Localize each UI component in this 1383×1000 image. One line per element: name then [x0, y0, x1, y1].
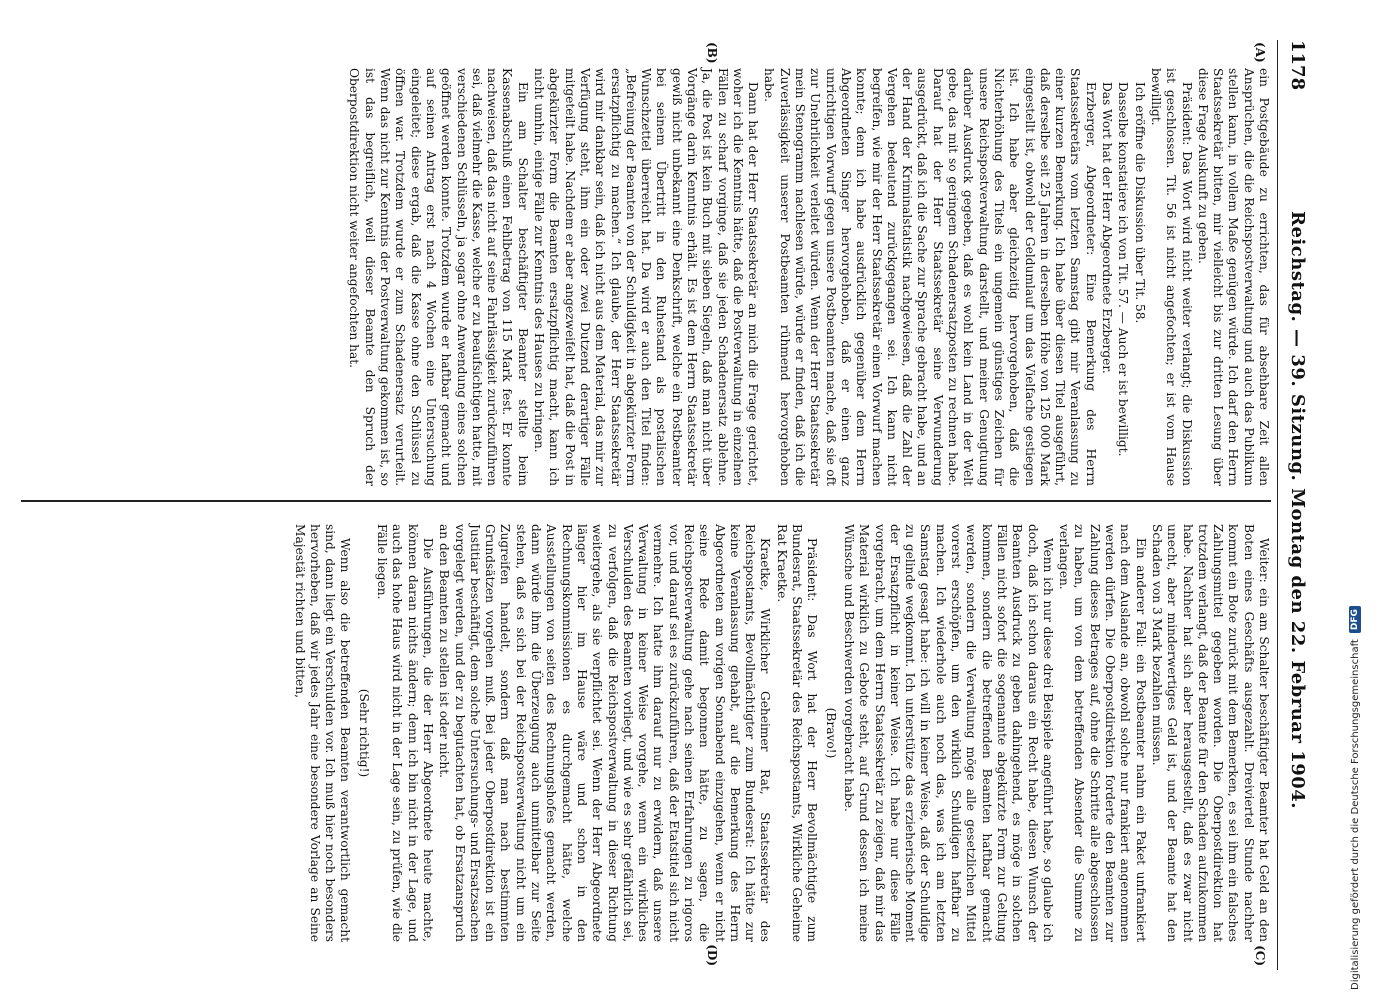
margin-marker-b: (B): [705, 42, 719, 64]
paragraph: Weiter: ein am Schalter beschäftigter Beamter hat Geld an den Boten eines Geschäfts ausgezahlt. Dreiviertel Stunde nachher kommt ein Bote zurück mit dem Bemerken, es sei ihm ein falsches Zahlungsmittel gegeben worden. Die Oberpostdirektion hat trotzdem verlangt, daß der Beamte für den Schaden aufzukommen habe. Nachher hat sich aber herausgestellt, daß es zwar nicht unecht, aber minderwertiges Geld ist, und der Beamte hat den Schaden von 3 Mark bezahlen müssen.: [1149, 524, 1271, 942]
paragraph: Die Ausführungen, die der Herr Abgeordnete heute machte, können daran nichts ändern; denn ich bin nicht in der Lage, und auch das hohe Haus wird nicht in der Lage sein, zu prüfen, wie die Fälle liegen.: [375, 524, 435, 942]
paragraph: Dasselbe konstatiere ich von Tit. 57. — Auch er ist bewilligt.: [1116, 82, 1131, 457]
right-column: [21, 502, 1271, 970]
paragraph: Dann hat der Herr Staatssekretär an mich die Frage gerichtet, woher ich die Kenntnis hätte, daß die Postverwaltung in einzelnen Fällen zu scharf vorginge, daß sie jeden Schadenersatz ablehne. Ja, die Post ist kein Buch mit sieben Siegeln, daß man nicht über Vorgänge darin Kenntnis erhält. Es ist dem Herrn Staatssekretär gewiß nicht unbekannt eine Denkschrift, welche ein Postbeamter bei seinem Übertritt in den Ruhestand als postalischen Wunschzettel überreicht hat. Da wird er auch den Titel finden: „Befreiung der Beamten von der Schuldigkeit in abgekürzter Form ersatzpflichtig zu machen.“ Ich glaube, der Herr Staatssekretär wird mir dankbar sein, daß ich nicht aus dem Material, das mir zur Verfügung steht, ihm ein oder zwei Dutzend derartiger Fälle mitgeteilt habe. Nachdem er aber angezweifelt hat, daß die Post in abgekürzter Form die Beamten ersatzpflichtig macht, kann ich nicht umhin, einige Fälle zur Kenntnis des Hauses zu bringen.: [532, 68, 761, 486]
page-title: Reichstag. — 39. Sitzung. Montag den 22. Februar 1904.: [1287, 211, 1308, 810]
margin-marker-a: (A): [1253, 42, 1267, 63]
paragraph: Wenn ich nur diese drei Beispiele angeführt habe, so glaube ich doch, daß ich schon daraus ein Recht habe, diesen Wunsch der Beamten Ausdruck zu geben dahingehend, es möge in solchen Fällen nicht sofort die sogenannte abgekürzte Form zur Geltung kommen, sondern die betreffenden Beamten haftbar gemacht werden, sondern die Verwaltung möge alle gesetzlichen Mittel vorerst erschöpfen, um den wirklich Schuldigen haftbar zu machen. Ich wiederhole auch noch das, was ich am letzten Samstag gesagt habe: ich will in keiner Weise, daß der Schuldige zu gelinde wegkommt. Ich unterstütze das erzieherische Moment der Ersatzpflicht in keiner Weise. Ich habe nur diese Fälle vorgebracht, um dem Herrn Staatssekretär zu zeigen, daß mir das Material wirklich zu Gebote steht, auf Grund dessen ich meine Wünsche und Beschwerden vorgebracht habe.: [841, 524, 1055, 942]
paragraph: Präsident: Das Wort wird nicht weiter verlangt; die Diskussion ist geschlossen. Tit. 56 ist nicht angefochten; er ist vom Hause bewilligt.: [1148, 68, 1194, 486]
paragraph: Ein anderer Fall: ein Postbeamter nahm ein Paket unfrankiert nach dem Auslande an, obwohl solche nur frankiert angenommen werden dürfen. Die Oberpostdirektion forderte den Beamten zur Zahlung dieses Betrages auf, ohne die Schritte alle abgeschlossen zu haben, um von dem betreffenden Absender die Summe zu verlangen.: [1057, 524, 1148, 942]
funding-credit: Digitalisierung gefördert durch die Deutsche Forschungsgemeinschaft: [1349, 639, 1361, 990]
interjection: (Sehr richtig!): [356, 688, 371, 778]
text-columns: [21, 40, 1271, 970]
paragraph: Ich eröffne die Diskussion über Tit. 58.: [1132, 82, 1147, 324]
paragraph: Kraetke, Wirklicher Geheimer Rat, Staatssekretär des Reichspostamts, Bevollmächtigter zum Bundesrat: Ich hätte zur keine Veranlassung gehabt, auf die Bemerkung des Herrn Abgeordneten am vorigen Sonnabend einzugehen, wenn er nicht seine Rede damit begonnen hätte, zu sagen, die Reichspostverwaltung gehe nach seinen Erfahrungen zu rigoros vor, und darauf sei es zurückzuführen, daß der Etatstitel sich nicht vermehre. Ich hatte ihm darauf nur zu erwidern, daß unsere Verwaltung in keiner Weise vorgehe, wenn ein wirkliches Verschulden des Beamten vorliegt, und wie es sehr gefährlich sei, zu verfolgen, daß die Reichspostverwaltung in dieser Richtung weitergehe, als sie verpflichtet sei. Wenn der Herr Abgeordnete länger hier im Hause wäre und schon in den Rechnungskommissionen es durchgemacht hätte, welche Ausstellungen von seiten des Rechnungshofes gemacht werden, dann würde ihm die Überzeugung auch unmittelbar zur Seite stehen, daß es sich bei der Reichspostverwaltung nicht um ein Zugreifen handelt, sondern daß man nach bestimmten Grundsätzen vorgehen muß. Bei jeder Oberpostdirektion ist ein Justitiar beschäftigt, dem solche Untersuchungs- und Ersatzsachen vorgelegt werden, und der zu begutachten hat, ob Ersatzanspruch an den Beamten zu stellen ist oder nicht.: [437, 524, 773, 942]
margin-marker-d: (D): [705, 944, 719, 966]
digitization-footer: [1343, 0, 1383, 1000]
left-column: [21, 40, 1271, 502]
margin-marker-c: (C): [1253, 945, 1267, 966]
paragraph: Wenn also die betreffenden Beamten verantwortlich gemacht sind, dann liegt ein Verschulden vor. Ich muß hier noch besonders hervorheben, daß wir jedes Jahr eine besondere Vorlage an Seine Majestät richten und bitten,: [292, 524, 353, 942]
paragraph: Das Wort hat der Herr Abgeordnete Erzberger.: [1100, 82, 1115, 374]
interjection: (Bravo!): [823, 707, 838, 759]
paragraph: Präsident: Das Wort hat der Herr Bevollmächtigte zum Bundesrat, Staatssekretär des Reichspostamts, Wirkliche Geheime Rat Kraetke.: [774, 524, 820, 942]
page-header: [1277, 40, 1308, 970]
paragraph: Ein am Schalter beschäftigter Beamter stellte beim Kassenabschluß einen Fehlbetrag von 115 Mark fest. Er konnte nachweisen, daß das nicht auf seine Fahrlässigkeit zurückzuführen sei, daß vielmehr die Kasse, welche er zu beaufsichtigen hatte, mit verschiedenen Schlüsseln, ja sogar ohne Anwendung eines solchen geöffnet werden konnte. Trotzdem wurde er haftbar gemacht und auf seinen Antrag erst nach 4 Wochen eine Untersuchung eingeleitet; diese ergab, daß die Kasse ohne den Schlüssel zu öffnen war. Trotzdem wurde er zum Schadenersatz verurteilt. Wenn das nicht zur Kenntnis der Postverwaltung gekommen ist, so ist das begreiflich, weil dieser Beamte den Spruch der Oberpostdirektion nicht weiter angefochten hat.: [347, 68, 530, 486]
page-number: 1178: [1287, 40, 1308, 91]
paragraph: Erzberger, Abgeordneter: Eine Bemerkung des Herrn Staatssekretärs vom letzten Samstag gibt mir Veranlassung zu einer kurzen Bemerkung. Ich habe über diesen Titel ausgeführt, daß derselbe seit 25 Jahren in derselben Höhe von 125 000 Mark eingestellt ist, obwohl der Geldumlauf um das Vielfache gestiegen ist. Ich habe aber gleichzeitig hervorgehoben, daß die Nichterhöhung des Titels ein ungemein günstiges Zeichen für unsere Reichspostverwaltung darstellt, und meiner Genugtuung darüber Ausdruck gegeben, daß es wohl kein Land in der Welt gebe, das mit so geringem Schadenersatzposten zu rechnen habe. Darauf hat der Herr Staatssekretär seine Verwunderung ausgedrückt, daß ich die Sache zur Sprache gebracht habe, und an der Hand der Kriminalstatistik nachgewiesen, daß die Zahl der Vergehen bedeutend zurückgegangen sei. Ich kann nicht begreifen, wie mir der Herr Staatssekretär einen Vorwurf machen konnte; denn ich habe ausdrücklich gegenüber dem Herrn Abgeordneten Singer hervorgehoben, daß er einen ganz unrichtigen Vorwurf gegen unsere Postbeamten mache, daß sie oft zur Unehrlichkeit verleitet würden. Wenn der Herr Staatssekretär mein Stenogramm nachlesen würde, würde er finden, daß ich die Zuverlässigkeit unserer Postbeamten rühmend hervorgehoben habe.: [762, 68, 1098, 486]
dfg-logo: DFG: [1349, 606, 1361, 633]
paragraph: ein Postgebäude zu errichten, das für absehbare Zeit allen Ansprüchen, die die Reichspostverwaltung und auch das Publikum stellen kann, in vollem Maße genügen würde. Ich darf den Herrn Staatssekretär bitten, mir vielleicht bis zur dritten Lesung über diese Frage Auskunft zu geben.: [1195, 68, 1271, 486]
